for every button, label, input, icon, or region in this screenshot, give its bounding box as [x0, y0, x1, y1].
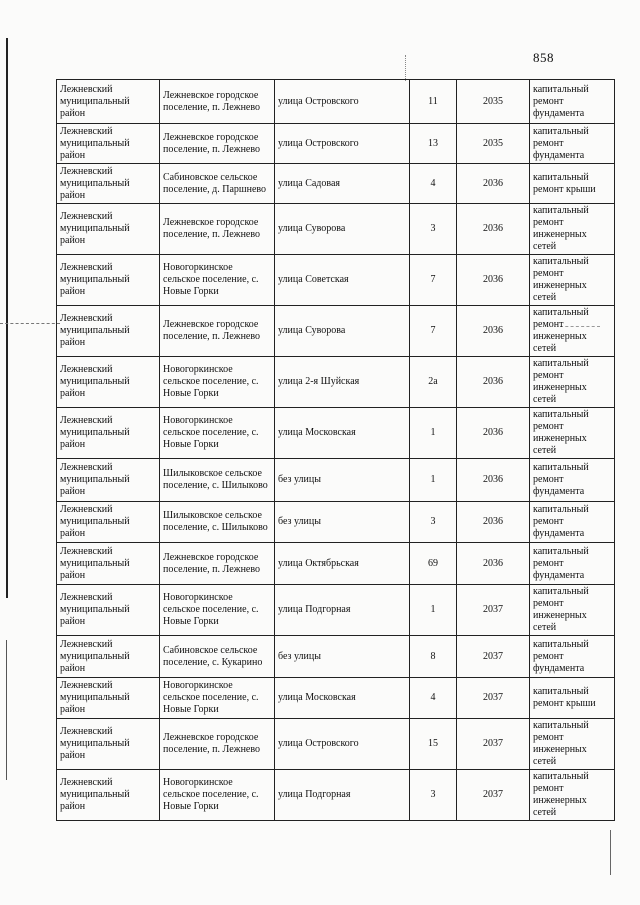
- scan-edge-mark-right: [610, 830, 611, 875]
- district-cell: Лежневский муниципальный район: [57, 80, 160, 124]
- house-number-cell: 1: [410, 408, 457, 459]
- settlement-cell: Новогоркинское сельское поселение, с. Новые Горки: [160, 357, 275, 408]
- table-row: [57, 306, 615, 357]
- house-number-cell: 4: [410, 678, 457, 719]
- settlement-cell: Новогоркинское сельское поселение, с. Новые Горки: [160, 770, 275, 821]
- house-number-cell: 3: [410, 502, 457, 543]
- house-number-cell: 11: [410, 80, 457, 124]
- house-number-cell: 3: [410, 770, 457, 821]
- year-cell: 2037: [457, 678, 530, 719]
- table-row: [57, 459, 615, 502]
- house-number-cell: 1: [410, 585, 457, 636]
- settlement-cell: Новогоркинское сельское поселение, с. Новые Горки: [160, 585, 275, 636]
- settlement-cell: Лежневское городское поселение, п. Лежнево: [160, 204, 275, 255]
- district-cell: Лежневский муниципальный район: [57, 255, 160, 306]
- year-cell: 2036: [457, 459, 530, 502]
- work-type-cell: капитальный ремонт инженерных сетей: [530, 585, 615, 636]
- work-type-cell: капитальный ремонт крыши: [530, 678, 615, 719]
- settlement-cell: Лежневское городское поселение, п. Лежнево: [160, 306, 275, 357]
- work-type-cell: капитальный ремонт инженерных сетей: [530, 408, 615, 459]
- year-cell: 2037: [457, 770, 530, 821]
- settlement-cell: Новогоркинское сельское поселение, с. Новые Горки: [160, 408, 275, 459]
- year-cell: 2035: [457, 124, 530, 164]
- district-cell: Лежневский муниципальный район: [57, 124, 160, 164]
- year-cell: 2036: [457, 357, 530, 408]
- housing-repair-table: [56, 79, 615, 821]
- street-cell: улица Садовая: [275, 164, 410, 204]
- district-cell: Лежневский муниципальный район: [57, 408, 160, 459]
- street-cell: улица Островского: [275, 719, 410, 770]
- street-cell: улица Советская: [275, 255, 410, 306]
- table-row: [57, 124, 615, 164]
- settlement-cell: Шилыковское сельское поселение, с. Шилыково: [160, 502, 275, 543]
- table-row: [57, 164, 615, 204]
- house-number-cell: 3: [410, 204, 457, 255]
- settlement-cell: Сабиновское сельское поселение, с. Кукарино: [160, 636, 275, 678]
- district-cell: Лежневский муниципальный район: [57, 678, 160, 719]
- house-number-cell: 8: [410, 636, 457, 678]
- year-cell: 2036: [457, 306, 530, 357]
- year-cell: 2036: [457, 408, 530, 459]
- settlement-cell: Лежневское городское поселение, п. Лежнево: [160, 719, 275, 770]
- table-row: [57, 770, 615, 821]
- fold-crease-left: [0, 323, 60, 324]
- street-cell: без улицы: [275, 636, 410, 678]
- house-number-cell: 13: [410, 124, 457, 164]
- street-cell: улица 2-я Шуйская: [275, 357, 410, 408]
- table-row: [57, 204, 615, 255]
- district-cell: Лежневский муниципальный район: [57, 502, 160, 543]
- street-cell: улица Суворова: [275, 204, 410, 255]
- work-type-cell: капитальный ремонт фундамента: [530, 124, 615, 164]
- settlement-cell: Лежневское городское поселение, п. Лежнево: [160, 543, 275, 585]
- year-cell: 2036: [457, 502, 530, 543]
- work-type-cell: капитальный ремонт крыши: [530, 164, 615, 204]
- scan-dotted-mark: [405, 55, 407, 81]
- year-cell: 2037: [457, 636, 530, 678]
- year-cell: 2037: [457, 719, 530, 770]
- scan-edge-mark: [6, 38, 8, 598]
- street-cell: улица Подгорная: [275, 585, 410, 636]
- work-type-cell: капитальный ремонт фундамента: [530, 543, 615, 585]
- settlement-cell: Новогоркинское сельское поселение, с. Новые Горки: [160, 255, 275, 306]
- year-cell: 2036: [457, 204, 530, 255]
- year-cell: 2035: [457, 80, 530, 124]
- work-type-cell: капитальный ремонт фундамента: [530, 636, 615, 678]
- work-type-cell: капитальный ремонт фундамента: [530, 80, 615, 124]
- work-type-cell: капитальный ремонт фундамента: [530, 502, 615, 543]
- house-number-cell: 1: [410, 459, 457, 502]
- table-row: [57, 357, 615, 408]
- street-cell: улица Московская: [275, 408, 410, 459]
- table-row: [57, 678, 615, 719]
- year-cell: 2037: [457, 585, 530, 636]
- district-cell: Лежневский муниципальный район: [57, 306, 160, 357]
- house-number-cell: 69: [410, 543, 457, 585]
- district-cell: Лежневский муниципальный район: [57, 770, 160, 821]
- table-row: [57, 502, 615, 543]
- street-cell: улица Октябрьская: [275, 543, 410, 585]
- settlement-cell: Лежневское городское поселение, п. Лежнево: [160, 80, 275, 124]
- table-body: [57, 80, 615, 821]
- work-type-cell: капитальный ремонт инженерных сетей: [530, 306, 615, 357]
- street-cell: улица Суворова: [275, 306, 410, 357]
- house-number-cell: 7: [410, 255, 457, 306]
- table-row: [57, 543, 615, 585]
- work-type-cell: капитальный ремонт инженерных сетей: [530, 770, 615, 821]
- work-type-cell: капитальный ремонт инженерных сетей: [530, 719, 615, 770]
- street-cell: улица Московская: [275, 678, 410, 719]
- district-cell: Лежневский муниципальный район: [57, 719, 160, 770]
- district-cell: Лежневский муниципальный район: [57, 585, 160, 636]
- district-cell: Лежневский муниципальный район: [57, 459, 160, 502]
- district-cell: Лежневский муниципальный район: [57, 636, 160, 678]
- house-number-cell: 7: [410, 306, 457, 357]
- scan-edge-mark-lower: [6, 640, 7, 780]
- settlement-cell: Сабиновское сельское поселение, д. Паршнево: [160, 164, 275, 204]
- district-cell: Лежневский муниципальный район: [57, 164, 160, 204]
- street-cell: улица Островского: [275, 80, 410, 124]
- table-row: [57, 255, 615, 306]
- table-row: [57, 80, 615, 124]
- house-number-cell: 15: [410, 719, 457, 770]
- settlement-cell: Лежневское городское поселение, п. Лежнево: [160, 124, 275, 164]
- district-cell: Лежневский муниципальный район: [57, 357, 160, 408]
- page-number: 858: [533, 50, 554, 65]
- year-cell: 2036: [457, 164, 530, 204]
- street-cell: улица Островского: [275, 124, 410, 164]
- street-cell: улица Подгорная: [275, 770, 410, 821]
- district-cell: Лежневский муниципальный район: [57, 204, 160, 255]
- house-number-cell: 2а: [410, 357, 457, 408]
- year-cell: 2036: [457, 255, 530, 306]
- house-number-cell: 4: [410, 164, 457, 204]
- work-type-cell: капитальный ремонт инженерных сетей: [530, 204, 615, 255]
- settlement-cell: Новогоркинское сельское поселение, с. Новые Горки: [160, 678, 275, 719]
- table-row: [57, 408, 615, 459]
- work-type-cell: капитальный ремонт инженерных сетей: [530, 357, 615, 408]
- work-type-cell: капитальный ремонт фундамента: [530, 459, 615, 502]
- street-cell: без улицы: [275, 502, 410, 543]
- year-cell: 2036: [457, 543, 530, 585]
- table-row: [57, 719, 615, 770]
- work-type-cell: капитальный ремонт инженерных сетей: [530, 255, 615, 306]
- settlement-cell: Шилыковское сельское поселение, с. Шилыково: [160, 459, 275, 502]
- table-row: [57, 585, 615, 636]
- district-cell: Лежневский муниципальный район: [57, 543, 160, 585]
- table-row: [57, 636, 615, 678]
- street-cell: без улицы: [275, 459, 410, 502]
